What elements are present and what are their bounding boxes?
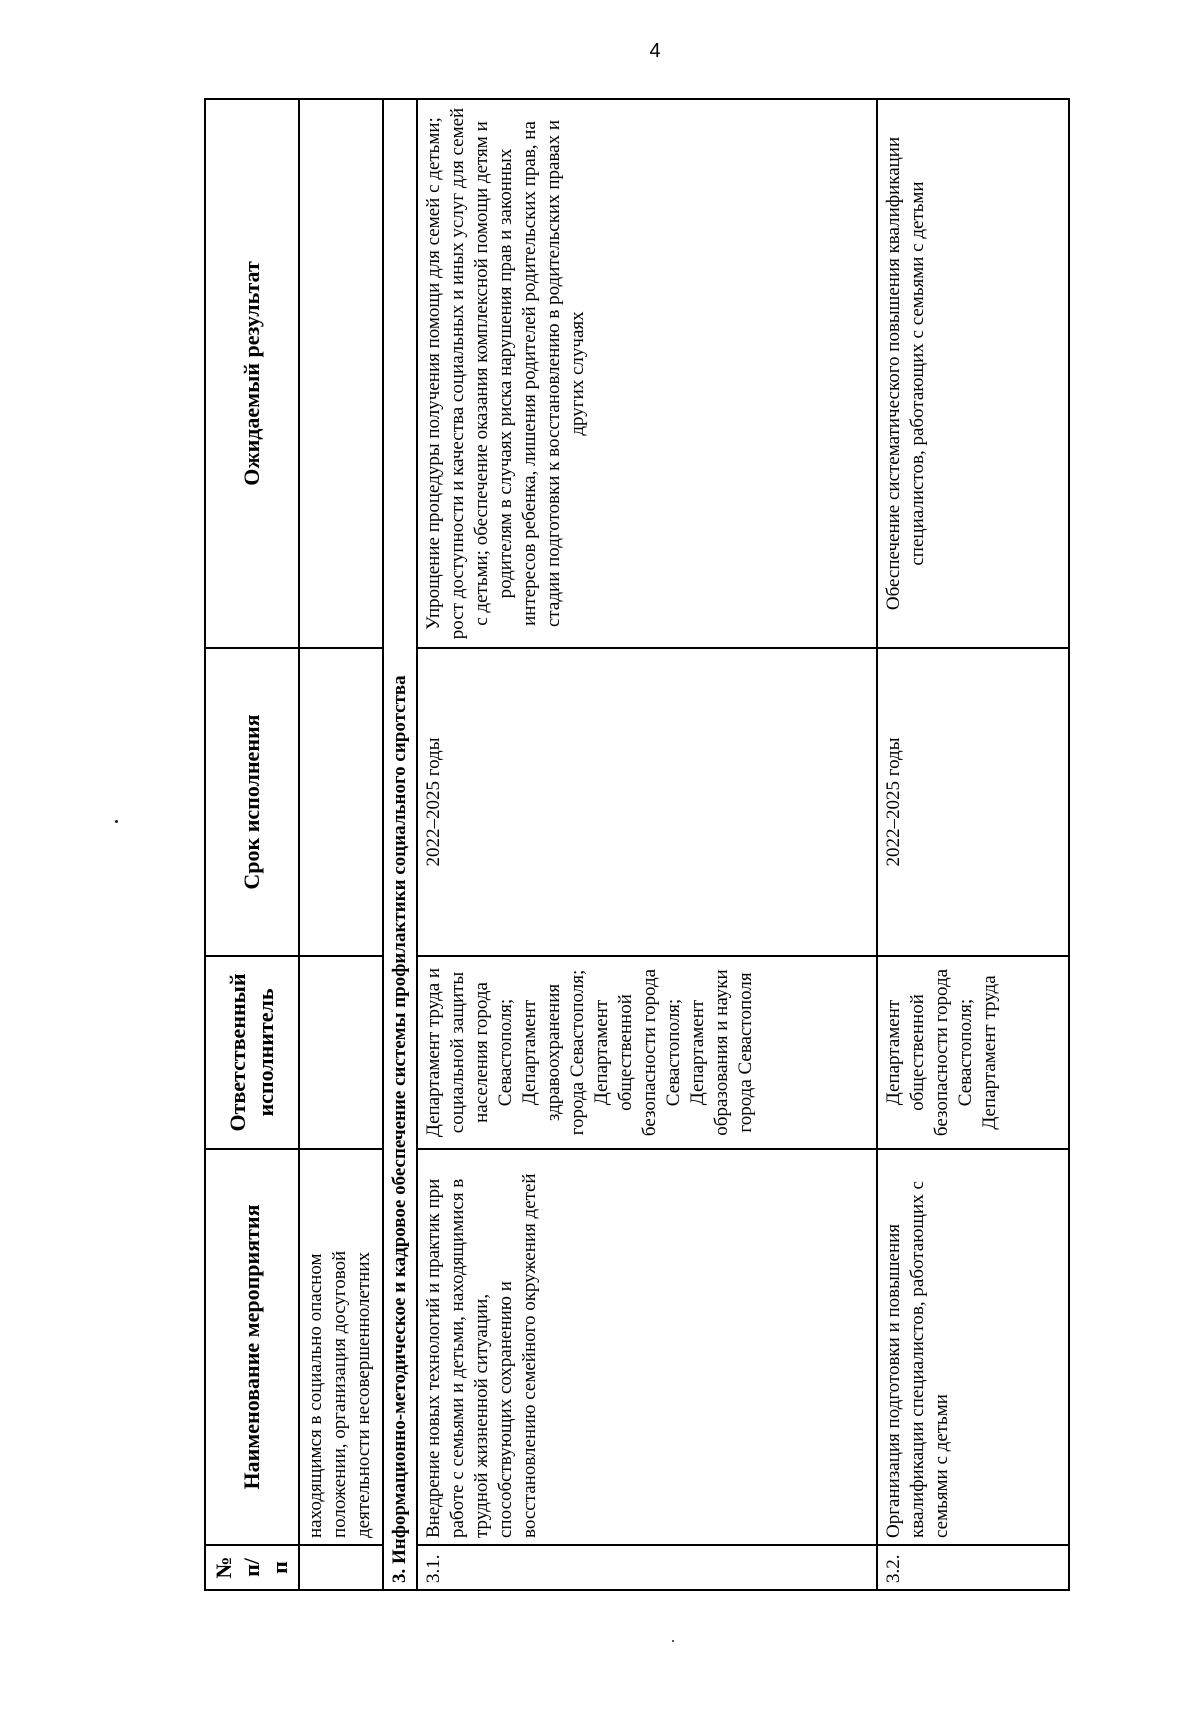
cell-deadline: 2022–2025 годы — [877, 648, 1069, 956]
cell-result: Обеспечение систематического повышения квалификации специалистов, работающих с семьями с детьми — [877, 99, 1069, 648]
table-row-continuation — [299, 99, 383, 1590]
section-header-row — [383, 99, 417, 1590]
table-header-row — [205, 99, 299, 1590]
cell-executor — [299, 956, 383, 1149]
cell-executor: Департамент общественной безопасности города Севастополя; Департамент труда — [877, 956, 1069, 1149]
cell-name: Организация подготовки и повышения квалификации специалистов, работающих с семьями с детьми — [877, 1149, 1069, 1545]
cell-name: Внедрение новых технологий и практик при работе с семьями и детьми, находящимися в трудной жизненной ситуации, способствующих сохранению и восстановлению семейного окружения детей — [417, 1149, 877, 1545]
cell-num: 3.2. — [877, 1545, 1069, 1590]
cell-executor: Департамент труда и социальной защиты населения города Севастополя; Департамент здравоохранения города Севастополя; Департамент общественной безопасности города Севастополя; Департамент образования и науки города Севастополя — [417, 956, 877, 1149]
cell-deadline: 2022–2025 годы — [417, 648, 877, 956]
header-name: Наименование мероприятия — [205, 1149, 299, 1545]
table-row — [877, 99, 1069, 1590]
header-executor: Ответственный исполнитель — [205, 956, 299, 1149]
cell-deadline — [299, 648, 383, 956]
header-result: Ожидаемый результат — [205, 99, 299, 648]
scan-speck — [115, 820, 118, 823]
header-num: № п/п — [205, 1545, 299, 1590]
table-row — [417, 99, 877, 1590]
header-deadline: Срок исполнения — [205, 648, 299, 956]
cell-result: Упрощение процедуры получения помощи для семей с детьми; рост доступности и качества социальных и иных услуг для семей с детьми; обеспечение оказания комплексной помощи детям и родителям в случаях риска нарушения прав и законных интересов ребенка, лишения родителей родительских прав, на стадии подготовки к восстановлению в родительских правах и других случаях — [417, 99, 877, 648]
cell-result — [299, 99, 383, 648]
section-title: 3. Информационно-методическое и кадровое обеспечение системы профилактики социального сиротства — [383, 99, 417, 1590]
rotated-table-container — [204, 100, 1070, 1591]
cell-name: находящимся в социально опасном положении, организация досуговой деятельности несовершеннолетних — [299, 1149, 383, 1545]
cell-num: 3.1. — [417, 1545, 877, 1590]
scan-speck — [672, 1640, 674, 1642]
page-number: 4 — [649, 40, 661, 62]
cell-num — [299, 1545, 383, 1590]
action-plan-table — [204, 98, 1070, 1591]
